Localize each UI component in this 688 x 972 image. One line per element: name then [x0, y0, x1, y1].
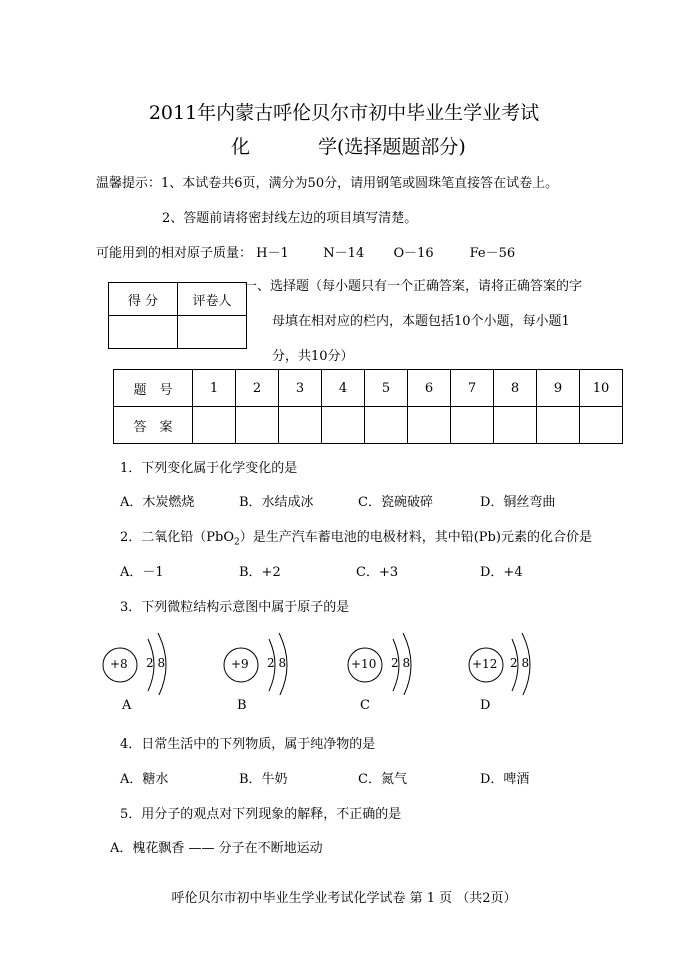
- q2-option-c: C．+3: [356, 565, 399, 580]
- answer-table-number-header: 题 号: [114, 370, 193, 407]
- answer-cell[interactable]: [494, 407, 537, 444]
- atom-c-shells: 2 8: [391, 656, 411, 670]
- answer-cell[interactable]: [537, 407, 580, 444]
- question-number: 9: [537, 370, 580, 407]
- page-footer: 呼伦贝尔市初中毕业生学业考试化学试卷 第 1 页 （共2页）: [171, 891, 517, 906]
- atom-d-shells: 2 8: [510, 656, 530, 670]
- atomic-masses: [96, 242, 515, 261]
- atom-diagram-d: [466, 625, 530, 695]
- atom-diagram-c: [343, 625, 411, 695]
- hint-line-2: 2、答题前请将密封线左边的项目填写清楚。: [162, 211, 418, 226]
- grader-header: 评卷人: [178, 283, 247, 316]
- q2-stem-before: 2．二氧化铅（PbO: [120, 530, 234, 545]
- exam-title: 2011年内蒙古呼伦贝尔市初中毕业生学业考试: [148, 102, 540, 124]
- question-4-stem: 4．日常生活中的下列物质，属于纯净物的是: [120, 737, 376, 752]
- answer-cell[interactable]: [322, 407, 365, 444]
- q2-option-b: B．+2: [239, 565, 281, 580]
- section1-line-2: 母填在相对应的栏内，本题包括10个小题，每小题1: [272, 314, 570, 329]
- q1-option-c: C．瓷碗破碎: [358, 495, 433, 510]
- q2-stem-subscript: 2: [234, 537, 240, 548]
- q2-stem-after: ）是生产汽车蓄电池的电极材料，其中铅(Pb)元素的化合价是: [239, 530, 592, 545]
- answer-cell[interactable]: [580, 407, 623, 444]
- question-number: 5: [365, 370, 408, 407]
- subtitle-right: 学(选择题题部分): [318, 136, 466, 158]
- atom-a-shells: 2 8: [146, 656, 166, 670]
- score-cell[interactable]: [109, 316, 178, 349]
- q4-option-b: B．牛奶: [239, 772, 288, 787]
- q2-option-a: A．－1: [120, 565, 164, 580]
- answer-cell[interactable]: [193, 407, 236, 444]
- atom-b-nucleus: +9: [231, 657, 249, 671]
- atom-c-nucleus: +10: [351, 657, 377, 671]
- atom-b-shells: 2 8: [267, 656, 287, 670]
- section1-line-3: 分，共10分）: [272, 349, 354, 364]
- question-number: 8: [494, 370, 537, 407]
- question-2-stem: [120, 526, 592, 548]
- grader-cell[interactable]: [178, 316, 247, 349]
- question-1-stem: 1．下列变化属于化学变化的是: [120, 461, 298, 476]
- q4-option-d: D．啤酒: [480, 772, 530, 787]
- q1-option-d: D．铜丝弯曲: [480, 495, 556, 510]
- atom-b-label: B: [237, 698, 247, 713]
- q5-option-a: A．槐花飘香 —— 分子在不断地运动: [110, 841, 323, 856]
- atom-a-nucleus: +8: [110, 657, 128, 671]
- question-number: 2: [236, 370, 279, 407]
- score-table: [108, 282, 247, 349]
- atom-c-label: C: [360, 698, 370, 713]
- q4-option-c: C．氮气: [358, 772, 407, 787]
- question-number: 7: [451, 370, 494, 407]
- answer-table: [113, 369, 623, 444]
- question-3-stem: 3．下列微粒结构示意图中属于原子的是: [120, 600, 350, 615]
- section1-line-1: 一、选择题（每小题只有一个正确答案，请将正确答案的字: [244, 279, 583, 294]
- subtitle-left: 化: [231, 136, 251, 158]
- atomic-mass-h: H－1: [256, 246, 289, 261]
- atom-d-nucleus: +12: [472, 657, 498, 671]
- atomic-mass-fe: Fe－56: [469, 246, 516, 261]
- question-number: 6: [408, 370, 451, 407]
- q4-option-a: A．糖水: [120, 772, 169, 787]
- q1-option-a: A．木炭燃烧: [120, 495, 195, 510]
- atomic-masses-label: 可能用到的相对原子质量：: [96, 246, 253, 261]
- atom-diagram-a: [100, 625, 166, 695]
- answer-cell[interactable]: [408, 407, 451, 444]
- answer-cell[interactable]: [365, 407, 408, 444]
- atom-d-label: D: [480, 698, 491, 713]
- answer-cell[interactable]: [451, 407, 494, 444]
- q2-option-d: D．+4: [480, 565, 523, 580]
- atom-diagram-b: [221, 625, 287, 695]
- question-number: 10: [580, 370, 623, 407]
- question-number: 3: [279, 370, 322, 407]
- question-number: 4: [322, 370, 365, 407]
- score-header: 得 分: [109, 283, 178, 316]
- atom-a-label: A: [122, 698, 132, 713]
- atomic-mass-o: O－16: [393, 246, 434, 261]
- answer-cell[interactable]: [236, 407, 279, 444]
- answer-cell[interactable]: [279, 407, 322, 444]
- question-number: 1: [193, 370, 236, 407]
- hint-line-1: 温馨提示：1、本试卷共6页，满分为50分，请用钢笔或圆珠笔直接答在试卷上。: [96, 176, 559, 191]
- answer-table-answer-header: 答 案: [114, 407, 193, 444]
- atomic-mass-n: N－14: [323, 246, 365, 261]
- q1-option-b: B．水结成冰: [239, 495, 314, 510]
- question-5-stem: 5．用分子的观点对下列现象的解释，不正确的是: [120, 807, 402, 822]
